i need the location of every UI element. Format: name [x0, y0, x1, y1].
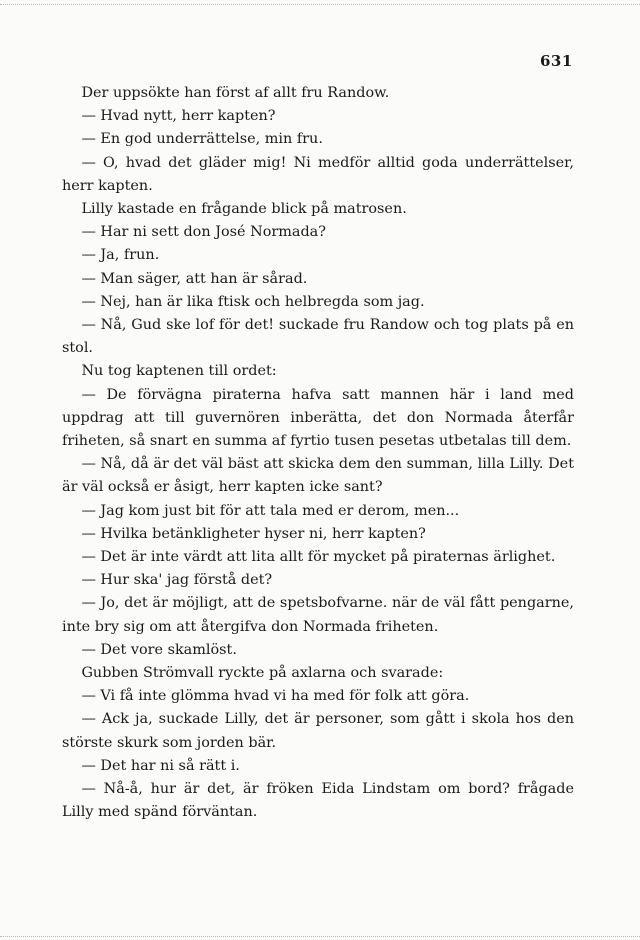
- paragraph: — Hvilka betänkligheter hyser ni, herr kapten?: [81, 525, 426, 542]
- paragraph: — Hur ska' jag förstå det?: [81, 572, 273, 589]
- body-text: [62, 82, 574, 825]
- paragraph: — Det är inte värdt att lita allt för mycket på piraternas ärlighet.: [81, 549, 556, 566]
- paragraph: — Man säger, att han är sårad.: [81, 270, 308, 287]
- page-number: 631: [540, 52, 573, 70]
- paragraph: — Har ni sett don José Normada?: [81, 224, 326, 241]
- paragraph: — De förvägna piraterna hafva satt mannen här i land med uppdrag att till guvernören inberätta, det don Normada återfår friheten, så snart en summa af fyrtio tusen pesetas utbetalas till dem.: [62, 386, 574, 450]
- paragraph: Der uppsökte han först af allt fru Randow.: [81, 85, 390, 101]
- paragraph: — Jo, det är möjligt, att de spetsbofvarne. när de väl fått pengarne, inte bry sig om att återgifva don Normada friheten.: [62, 595, 574, 635]
- paragraph: — Ja, frun.: [81, 247, 160, 264]
- paragraph: — Jag kom just bit för att tala med er derom, men...: [81, 502, 460, 519]
- bottom-page-edge: [0, 936, 640, 937]
- paragraph: — O, hvad det gläder mig! Ni medför alltid goda underrättelser, herr kapten.: [62, 154, 574, 194]
- paragraph: — En god underrättelse, min fru.: [81, 131, 323, 148]
- paragraph: — Det vore skamlöst.: [81, 641, 237, 658]
- paragraph: — Nå, då är det väl bäst att skicka dem den summan, lilla Lilly. Det är väl också er åsigt, herr kapten icke sant?: [62, 456, 574, 496]
- paragraph: — Vi få inte glömma hvad vi ha med för folk att göra.: [81, 688, 470, 705]
- paragraph: — Nej, han är lika ftisk och helbregda som jag.: [81, 293, 425, 310]
- paragraph: Lilly kastade en frågande blick på matrosen.: [81, 201, 407, 218]
- paragraph: — Nå-å, hur är det, är fröken Eida Lindstam om bord? frågade Lilly med spänd förväntan.: [62, 781, 574, 821]
- paragraph: Nu tog kaptenen till ordet:: [81, 363, 277, 380]
- paragraph: — Nå, Gud ske lof för det! suckade fru Randow och tog plats på en stol.: [62, 317, 574, 357]
- paragraph: — Hvad nytt, herr kapten?: [81, 108, 276, 125]
- paragraph: — Ack ja, suckade Lilly, det är personer, som gått i skola hos den störste skurk som jorden bär.: [62, 711, 574, 751]
- paragraph: Gubben Strömvall ryckte på axlarna och svarade:: [81, 665, 444, 682]
- paragraph: — Det har ni så rätt i.: [81, 757, 240, 774]
- top-page-edge: [0, 4, 640, 5]
